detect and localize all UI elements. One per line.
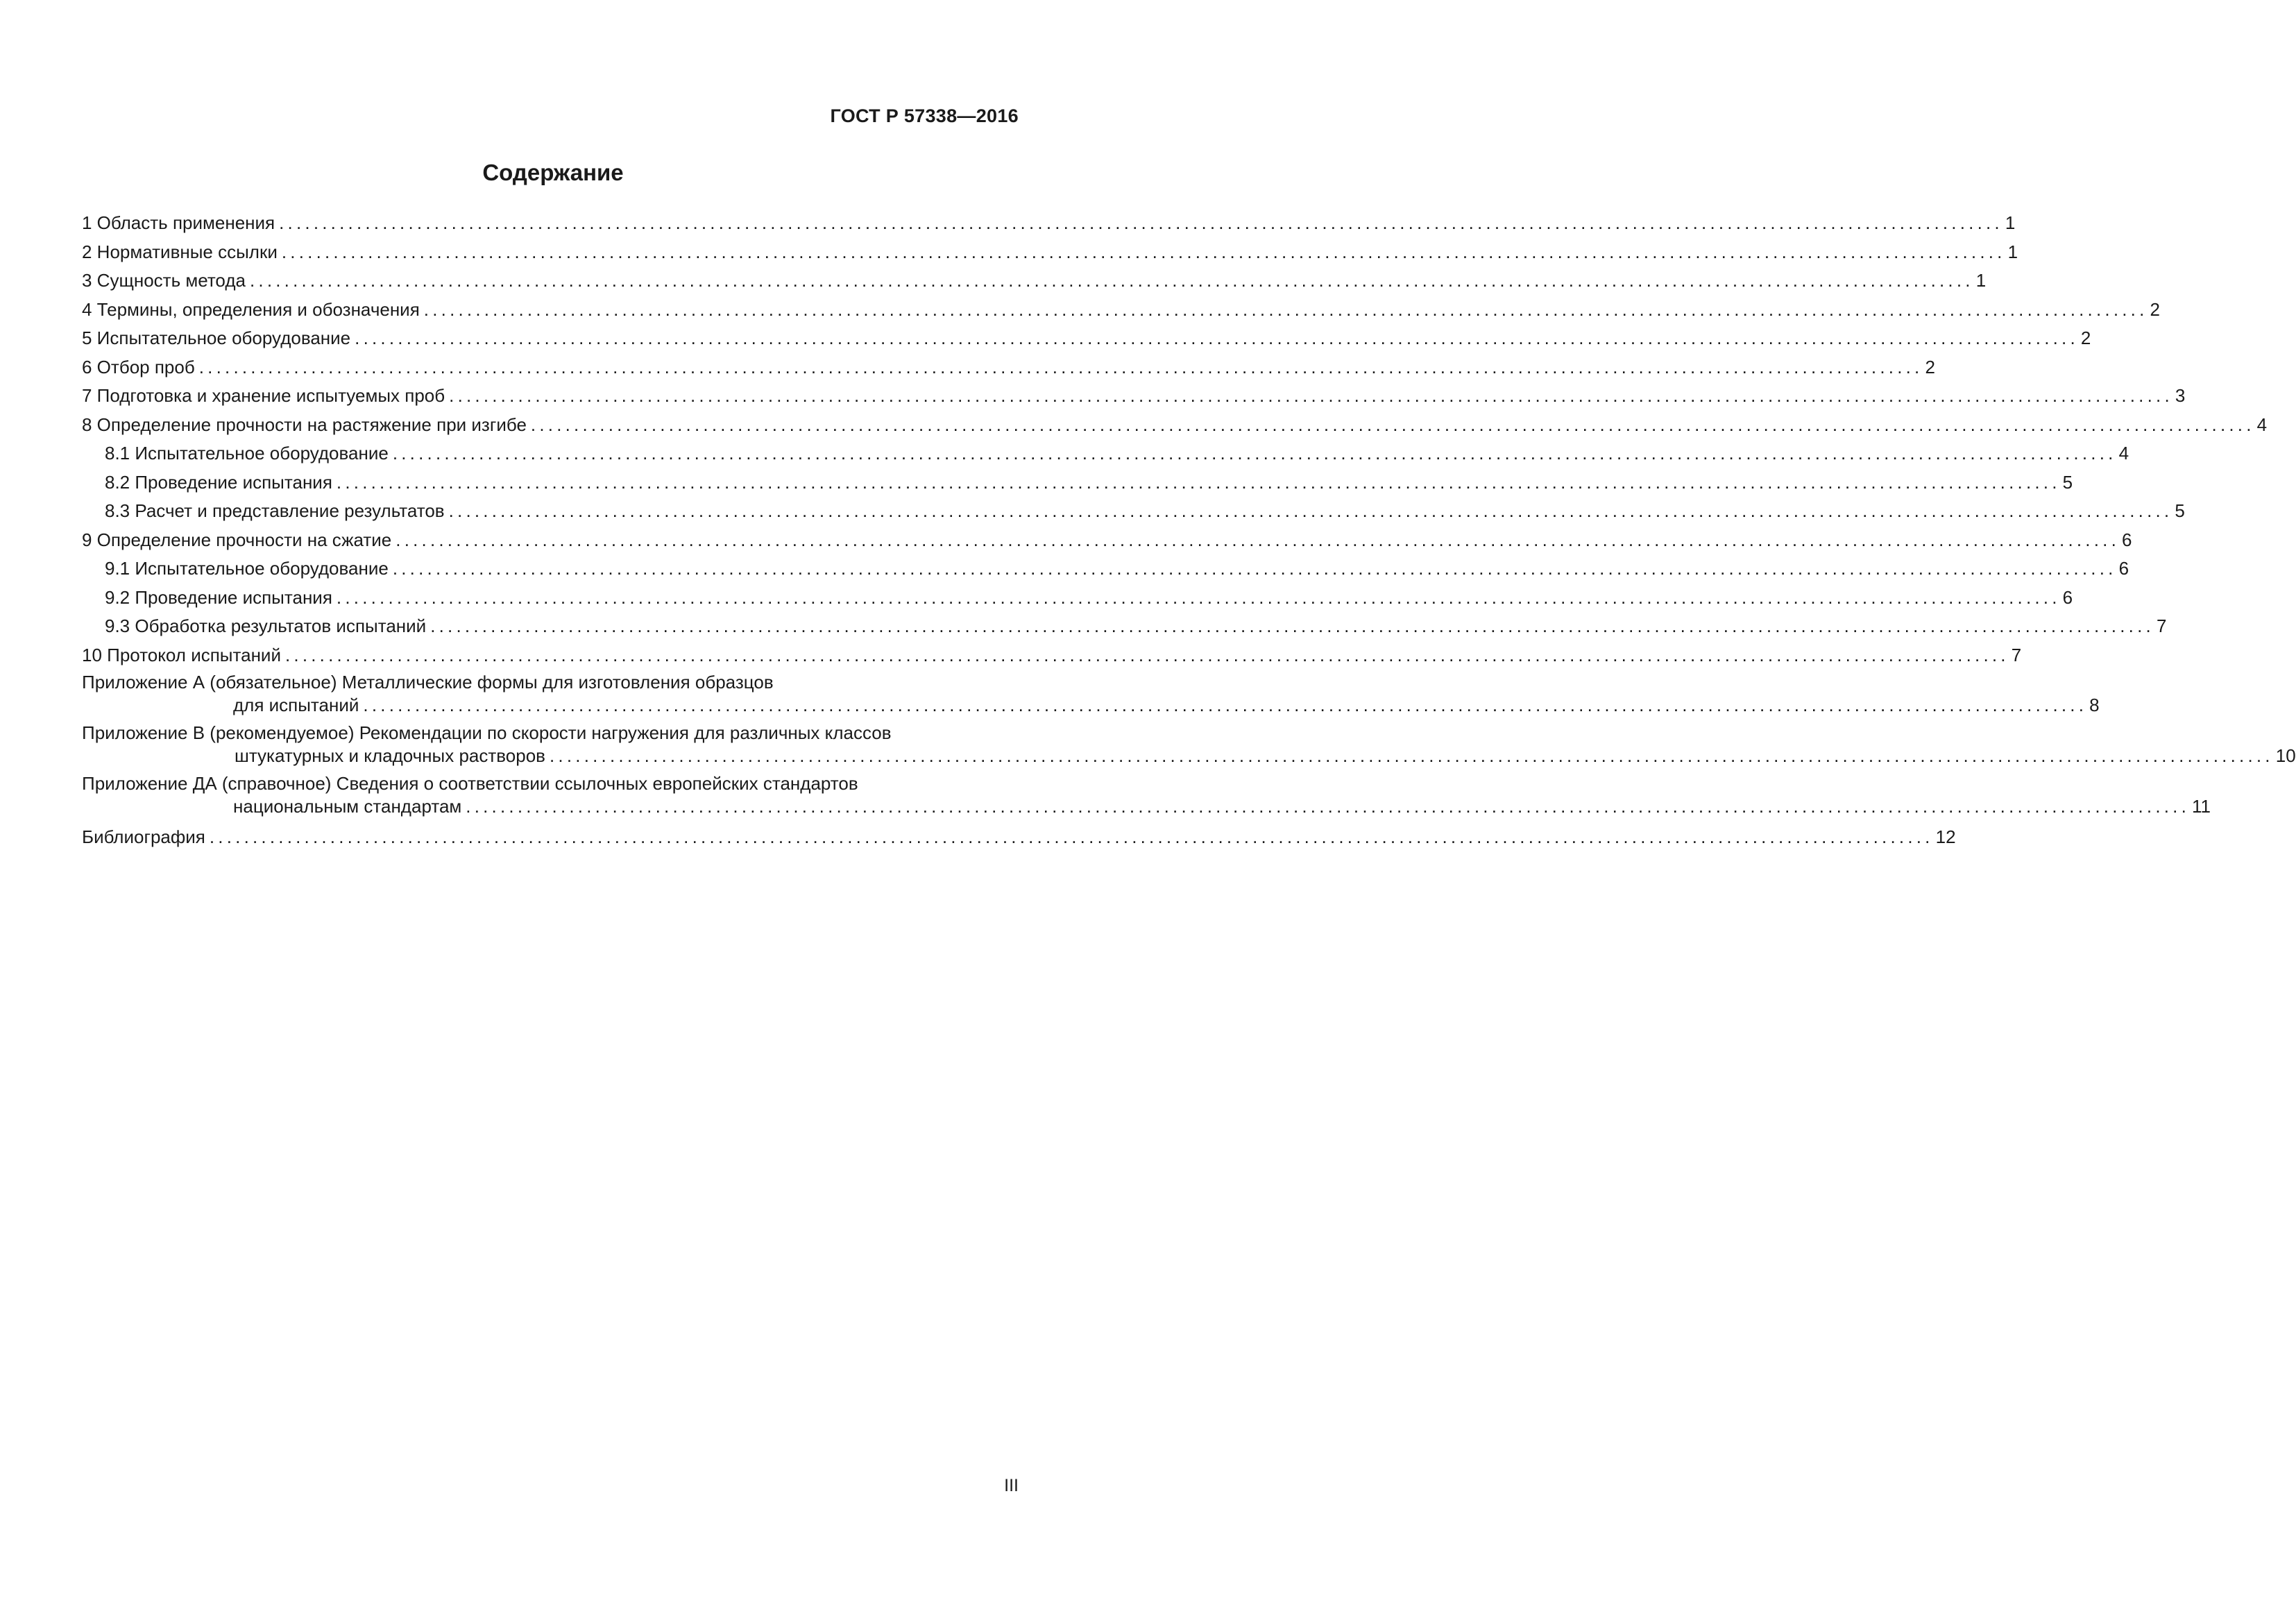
toc-entry-page: 11: [2192, 796, 2211, 817]
toc-entry-label: 8.2 Проведение испытания: [105, 471, 332, 493]
toc-entry-page: 12: [1935, 826, 1956, 847]
toc-entry-page: 7: [2011, 644, 2022, 665]
toc-entry-label: 8.1 Испытательное оборудование: [105, 443, 389, 464]
page-number: III: [1004, 1476, 1019, 1495]
dot-leader: ........................................................................................................................................................................................................: [249, 270, 1974, 291]
dot-leader: ........................................................................................................................................................................................................: [355, 328, 2079, 348]
toc-entry-page: 6: [2062, 586, 2073, 608]
toc-entry-page: 2: [2150, 298, 2160, 320]
toc-entry-label: 6 Отбор проб: [82, 356, 195, 377]
toc-entry[interactable]: [82, 411, 2268, 440]
toc-entry-continuation: национальным стандартам: [233, 796, 462, 817]
toc-subentry[interactable]: [82, 554, 2129, 584]
toc-entry-label: Приложение В (рекомендуемое) Рекомендации по скорости нагружения для различных классов: [82, 722, 892, 743]
toc-entry-page: 5: [2175, 500, 2185, 521]
toc-entry-appendix-a[interactable]: [82, 671, 2100, 717]
toc-entry[interactable]: [82, 238, 2018, 267]
toc-entry-page: 2: [1925, 356, 1935, 377]
toc-entry-page: 8: [2089, 695, 2100, 715]
toc-entry[interactable]: [82, 266, 1987, 296]
dot-leader: ........................................................................................................................................................................................................: [363, 695, 2088, 715]
dot-leader: ........................................................................................................................................................................................................: [279, 212, 2003, 233]
toc-entry-page: 1: [1975, 270, 1987, 291]
toc-entry-label: 2 Нормативные ссылки: [82, 241, 278, 262]
dot-leader: ........................................................................................................................................................................................................: [530, 414, 2255, 435]
toc-subentry[interactable]: [82, 468, 2073, 498]
toc-entry-page: 2: [2080, 328, 2091, 348]
toc-entry[interactable]: [82, 296, 2160, 325]
toc-entry[interactable]: [82, 209, 2016, 238]
toc-entry-label: 8 Определение прочности на растяжение при изгибе: [82, 414, 527, 435]
dot-leader: ........................................................................................................................................................................................................: [392, 558, 2117, 579]
dot-leader: ........................................................................................................................................................................................................: [466, 796, 2191, 817]
toc-entry-label: 9.3 Обработка результатов испытаний: [105, 615, 427, 636]
dot-leader: ........................................................................................................................................................................................................: [449, 385, 2173, 406]
toc-entry-page: 5: [2062, 471, 2073, 493]
dot-leader: ........................................................................................................................................................................................................: [284, 644, 2009, 665]
toc-entry-page: 4: [2118, 443, 2129, 464]
toc-subentry[interactable]: [82, 497, 2185, 526]
toc-entry-label: 8.3 Расчет и представление результатов: [105, 500, 445, 521]
toc-entry-label: Приложение ДА (справочное) Сведения о соответствии ссылочных европейских стандартов: [82, 773, 858, 794]
toc-entry-label: 10 Протокол испытаний: [82, 644, 281, 665]
toc-entry[interactable]: [82, 324, 2091, 353]
toc-entry-page: 1: [2005, 212, 2016, 233]
toc-entry[interactable]: [82, 382, 2186, 411]
toc-subentry[interactable]: [82, 612, 2167, 641]
dot-leader: ........................................................................................................................................................................................................: [209, 826, 1934, 847]
toc-title: Содержание: [482, 160, 624, 185]
dot-leader: ........................................................................................................................................................................................................: [448, 500, 2173, 521]
toc-entry[interactable]: [82, 526, 2132, 555]
toc-entry-label: 7 Подготовка и хранение испытуемых проб: [82, 385, 445, 406]
toc-entry-page: 6: [2118, 558, 2129, 579]
toc-entry-label: 9.1 Испытательное оборудование: [105, 558, 389, 579]
toc-entry-page: 10: [2275, 745, 2296, 766]
dot-leader: ........................................................................................................................................................................................................: [550, 745, 2274, 766]
toc-entry-label: 1 Область применения: [82, 212, 275, 233]
toc-entry-label: Библиография: [82, 826, 205, 847]
toc-entry-continuation: для испытаний: [233, 695, 359, 715]
toc-entry-label: 9.2 Проведение испытания: [105, 586, 332, 608]
toc-entry[interactable]: [82, 353, 1935, 382]
toc-entry-appendix-da[interactable]: [82, 772, 2211, 818]
dot-leader: ........................................................................................................................................................................................................: [198, 356, 1923, 377]
dot-leader: ........................................................................................................................................................................................................: [392, 443, 2117, 464]
toc-entry-page: 3: [2175, 385, 2186, 406]
toc-subentry[interactable]: [82, 439, 2129, 468]
dot-leader: ........................................................................................................................................................................................................: [423, 298, 2148, 320]
toc-entry-page: 7: [2156, 615, 2167, 636]
toc-entry[interactable]: [82, 641, 2022, 670]
toc-entry-appendix-b[interactable]: [82, 722, 2296, 767]
toc-entry-bibliography[interactable]: [82, 823, 1956, 852]
toc-entry-label: 4 Термины, определения и обозначения: [82, 298, 420, 320]
toc-entry-page: 1: [2007, 241, 2018, 262]
dot-leader: ........................................................................................................................................................................................................: [336, 586, 2061, 608]
toc-entry-page: 6: [2122, 529, 2132, 550]
dot-leader: ........................................................................................................................................................................................................: [281, 241, 2006, 262]
toc-entry-label: Приложение А (обязательное) Металлические формы для изготовления образцов: [82, 672, 774, 692]
dot-leader: ........................................................................................................................................................................................................: [396, 529, 2120, 550]
dot-leader: ........................................................................................................................................................................................................: [336, 471, 2061, 493]
toc-entry-label: 3 Сущность метода: [82, 270, 246, 291]
toc-entry-label: 5 Испытательное оборудование: [82, 328, 351, 348]
table-of-contents: [82, 209, 2296, 852]
toc-entry-label: 9 Определение прочности на сжатие: [82, 529, 392, 550]
toc-entry-continuation: штукатурных и кладочных растворов: [235, 745, 545, 766]
toc-subentry[interactable]: [82, 584, 2073, 613]
document-code: ГОСТ Р 57338—2016: [830, 105, 1019, 126]
toc-entry-page: 4: [2256, 414, 2268, 435]
dot-leader: ........................................................................................................................................................................................................: [430, 615, 2154, 636]
